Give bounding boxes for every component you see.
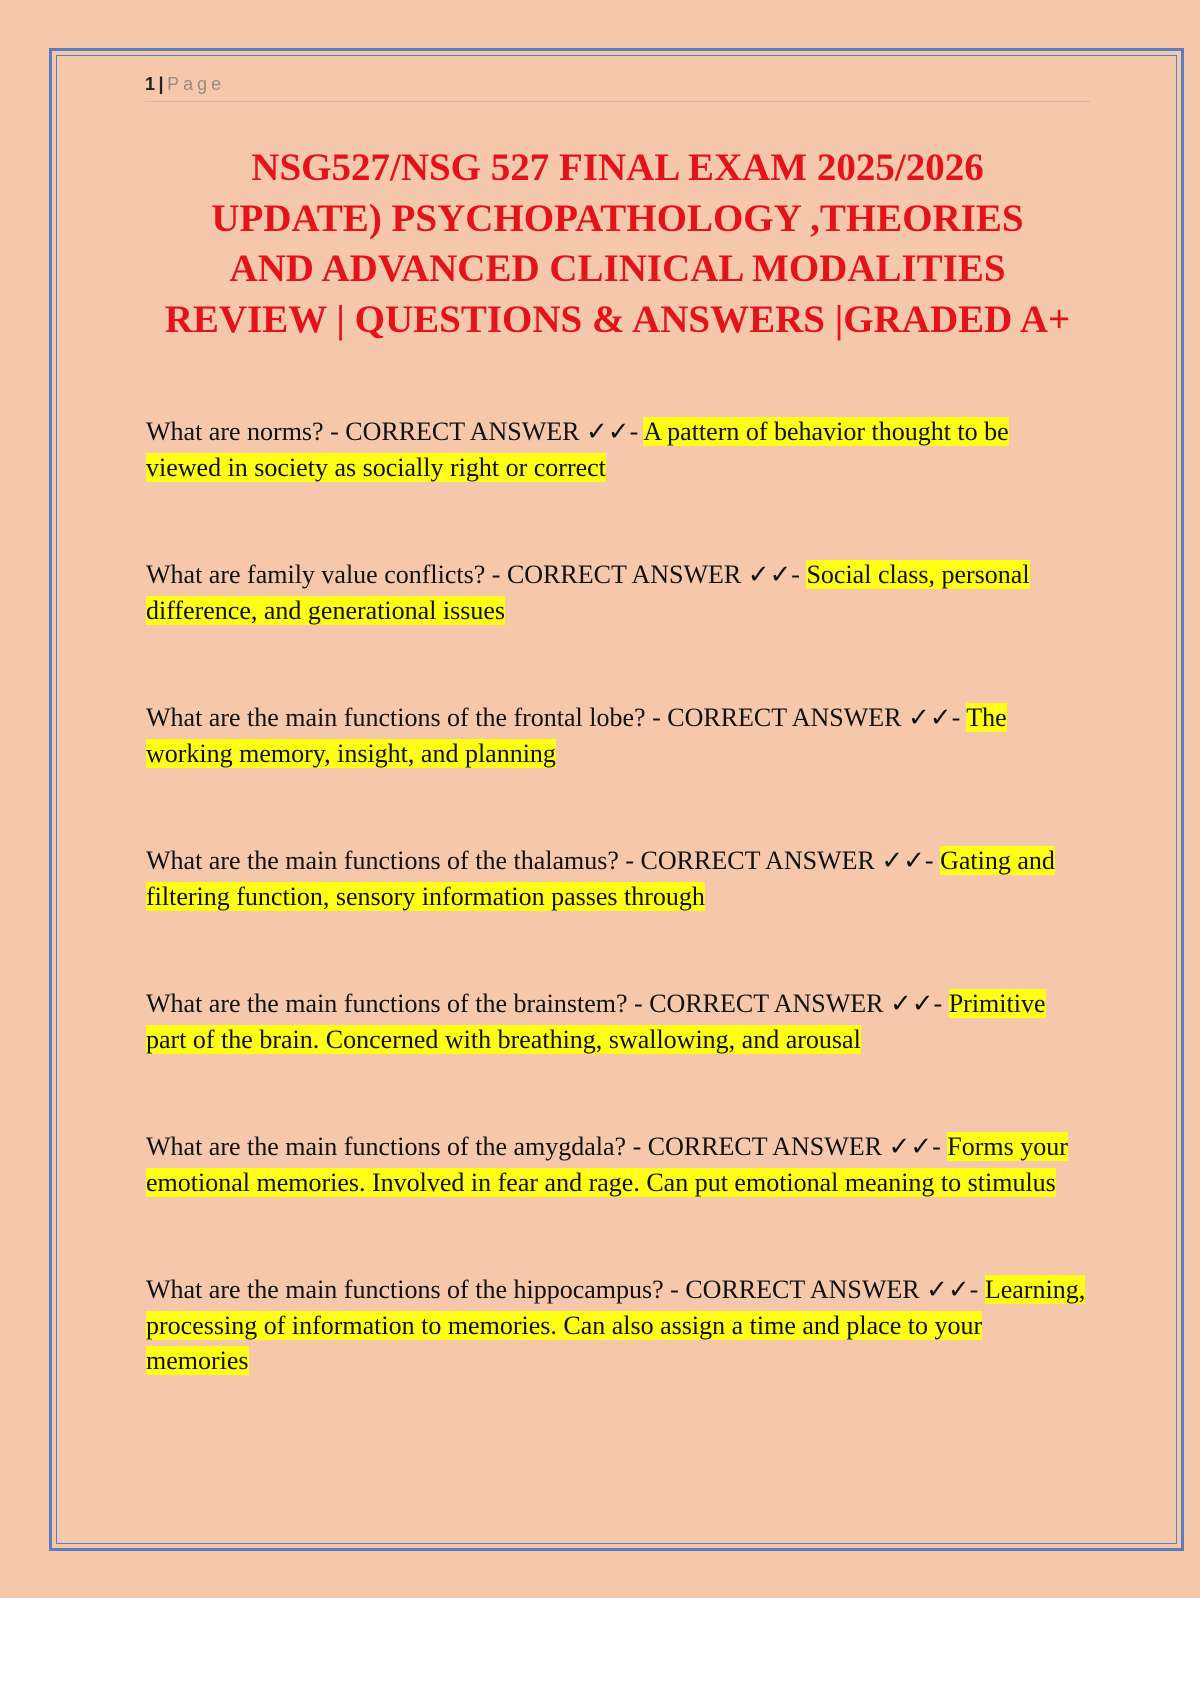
title-line: NSG527/NSG 527 FINAL EXAM 2025/2026: [251, 146, 984, 189]
answer-highlight: Social class, personal difference, and generational issues: [146, 560, 1030, 625]
qa-item: [146, 700, 1090, 771]
answer-highlight: Learning, processing of information to memories. Can also assign a time and place to your memories: [146, 1275, 1086, 1375]
answer-highlight: The working memory, insight, and planning: [146, 703, 1007, 768]
qa-item: [146, 1129, 1090, 1200]
answer-highlight: A pattern of behavior thought to be viewed in society as socially right or correct: [146, 417, 1009, 482]
question-text: What are the main functions of the thalamus? - CORRECT ANSWER ✓✓-: [146, 846, 941, 875]
qa-item: [146, 1272, 1090, 1379]
title-line: AND ADVANCED CLINICAL MODALITIES: [229, 247, 1006, 290]
page-number-separator: |: [158, 74, 165, 94]
question-text: What are norms? - CORRECT ANSWER ✓✓-: [146, 417, 644, 446]
qa-item: [146, 843, 1090, 914]
document-title: [140, 143, 1095, 345]
answer-highlight: Primitive part of the brain. Concerned with breathing, swallowing, and arousal: [146, 989, 1046, 1054]
question-text: What are the main functions of the hippocampus? - CORRECT ANSWER ✓✓-: [146, 1275, 985, 1304]
qa-item: [146, 414, 1090, 485]
title-line: UPDATE) PSYCHOPATHOLOGY ,THEORIES: [211, 196, 1024, 240]
answer-highlight: Forms your emotional memories. Involved in fear and rage. Can put emotional meaning to stimulus: [146, 1132, 1068, 1197]
question-text: What are the main functions of the frontal lobe? - CORRECT ANSWER ✓✓-: [146, 703, 967, 732]
question-text: What are the main functions of the amygdala? - CORRECT ANSWER ✓✓-: [146, 1132, 948, 1161]
title-line: REVIEW | QUESTIONS & ANSWERS |GRADED A+: [164, 297, 1071, 341]
page-label: Page: [167, 74, 226, 94]
qa-item: [146, 557, 1090, 628]
qa-list: [146, 414, 1090, 1379]
qa-item: [146, 986, 1090, 1057]
question-text: What are the main functions of the brainstem? - CORRECT ANSWER ✓✓-: [146, 989, 949, 1018]
page-number-header: [145, 74, 225, 95]
question-text: What are family value conflicts? - CORRECT ANSWER ✓✓-: [146, 560, 807, 589]
page-number: 1: [145, 74, 156, 94]
header-divider: [145, 101, 1090, 102]
answer-highlight: Gating and filtering function, sensory information passes through: [146, 846, 1055, 911]
